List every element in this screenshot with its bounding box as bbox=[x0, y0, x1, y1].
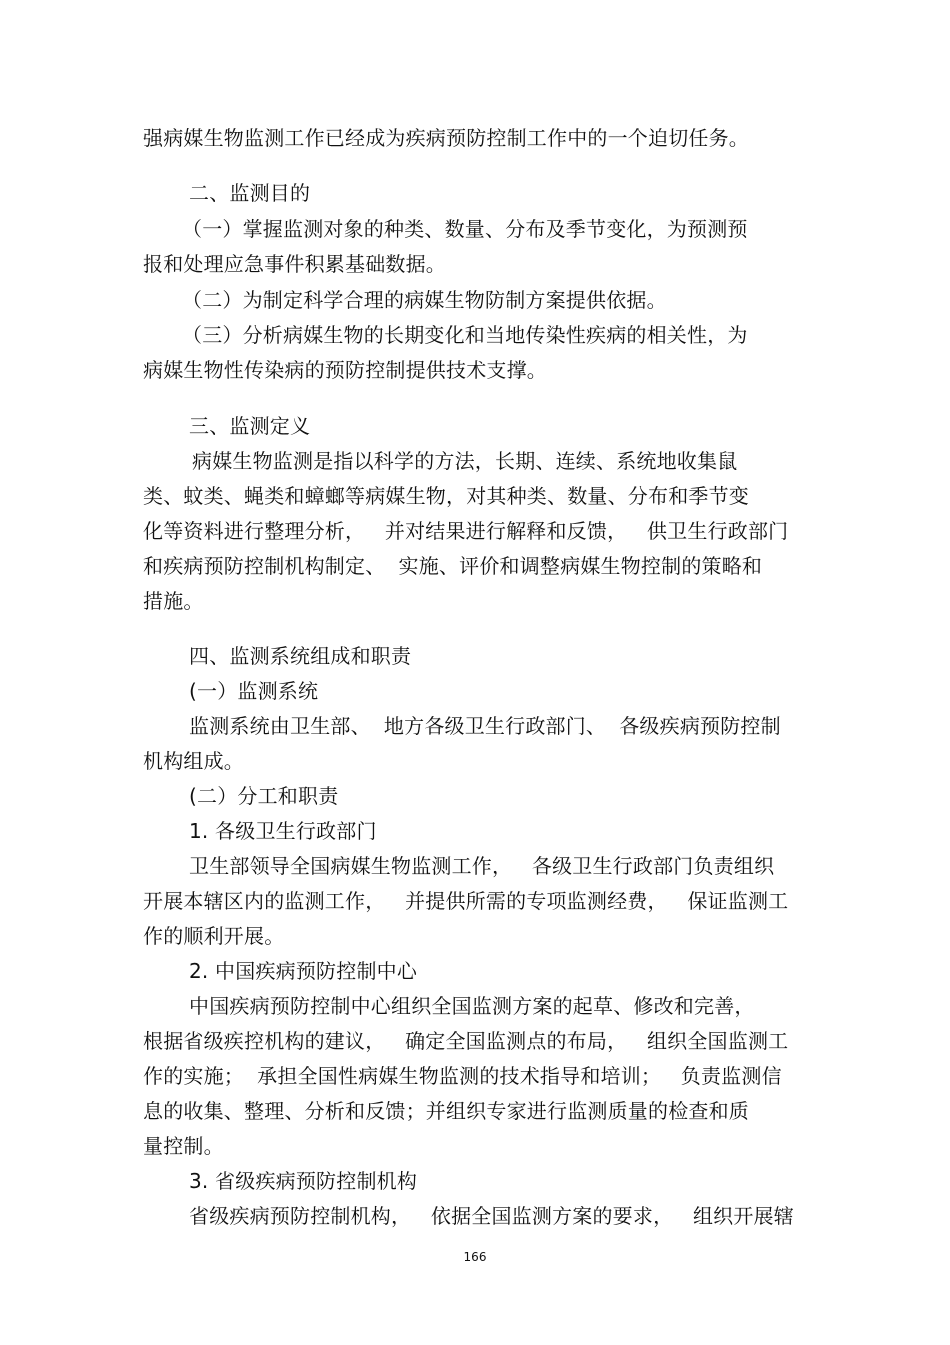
text-line: 病媒生物监测是指以科学的方法，长期、连续、系统地收集鼠 bbox=[192, 449, 738, 473]
text-line: 根据省级疾控机构的建议， 确定全国监测点的布局， 组织全国监测工 bbox=[143, 1029, 789, 1053]
text-line: （一）掌握监测对象的种类、数量、分布及季节变化，为预测预 bbox=[182, 217, 748, 241]
text-line: 中国疾病预防控制中心组织全国监测方案的起草、修改和完善， bbox=[189, 994, 755, 1018]
text-line: 措施。 bbox=[143, 589, 204, 613]
text-line: 机构组成。 bbox=[143, 749, 244, 773]
text-line: 作的顺利开展。 bbox=[143, 924, 285, 948]
text-line: 息的收集、整理、分析和反馈；并组织专家进行监测质量的检查和质 bbox=[143, 1099, 749, 1123]
page-number: 166 bbox=[463, 1250, 487, 1264]
text-line: 省级疾病预防控制机构， 依据全国监测方案的要求， 组织开展辖 bbox=[189, 1204, 794, 1228]
subsection-heading: (一）监测系统 bbox=[189, 679, 319, 703]
text-line: （三）分析病媒生物的长期变化和当地传染性疾病的相关性，为 bbox=[182, 323, 748, 347]
text-line: （二）为制定科学合理的病媒生物防制方案提供依据。 bbox=[182, 288, 667, 312]
subsection-heading: (二）分工和职责 bbox=[189, 784, 339, 808]
text-line: 和疾病预防控制机构制定、 实施、评价和调整病媒生物控制的策略和 bbox=[143, 554, 763, 578]
section-heading: 四、监测系统组成和职责 bbox=[189, 644, 412, 668]
text-line: 量控制。 bbox=[143, 1134, 224, 1158]
section-heading: 三、监测定义 bbox=[189, 414, 311, 438]
item-heading: 2. 中国疾病预防控制中心 bbox=[189, 959, 418, 983]
section-heading: 二、监测目的 bbox=[189, 181, 311, 205]
text-line: 类、蚊类、蝇类和蟑螂等病媒生物，对其种类、数量、分布和季节变 bbox=[143, 484, 749, 508]
item-heading: 3. 省级疾病预防控制机构 bbox=[189, 1169, 418, 1193]
text-line: 监测系统由卫生部、 地方各级卫生行政部门、 各级疾病预防控制 bbox=[189, 714, 781, 738]
text-line: 病媒生物性传染病的预防控制提供技术支撑。 bbox=[143, 358, 547, 382]
text-line: 作的实施； 承担全国性病媒生物监测的技术指导和培训； 负责监测信 bbox=[143, 1064, 782, 1088]
text-line: 报和处理应急事件积累基础数据。 bbox=[143, 252, 446, 276]
text-line: 开展本辖区内的监测工作， 并提供所需的专项监测经费， 保证监测工 bbox=[143, 889, 789, 913]
item-heading: 1. 各级卫生行政部门 bbox=[189, 819, 377, 843]
text-line: 卫生部领导全国病媒生物监测工作， 各级卫生行政部门负责组织 bbox=[189, 854, 775, 878]
text-line: 化等资料进行整理分析， 并对结果进行解释和反馈， 供卫生行政部门 bbox=[143, 519, 789, 543]
text-line: 强病媒生物监测工作已经成为疾病预防控制工作中的一个迫切任务。 bbox=[143, 126, 749, 150]
